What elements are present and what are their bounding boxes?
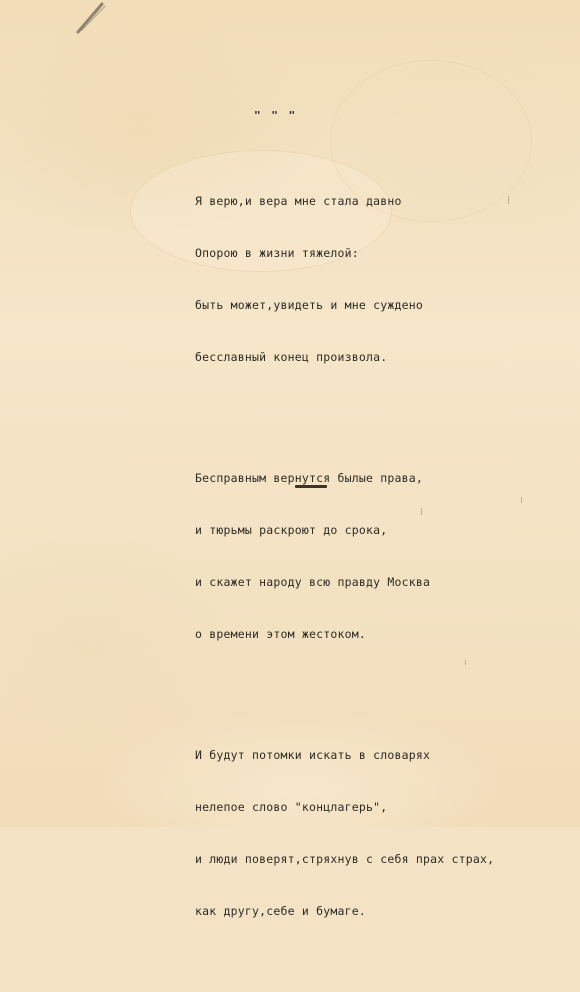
poem-line: о времени этом жестоком. <box>195 627 366 641</box>
poem-line: Опорою в жизни тяжелой: <box>195 246 359 260</box>
paper-speck <box>465 660 466 665</box>
poem-line: и скажет народу всю правду Москва <box>195 575 431 589</box>
poem-heading-marks: " " " <box>254 109 298 122</box>
poem-line: и люди поверят,стряхнув с себя прах страх, <box>195 852 495 866</box>
poem-line: нелепое слово "концлагерь", <box>195 800 388 814</box>
paper-speck <box>508 196 509 204</box>
pencil-mark <box>72 0 112 34</box>
poem-line: бесславный конец произвола. <box>195 350 388 364</box>
poem-line: быть может,увидеть и мне суждено <box>195 298 423 312</box>
paper-speck <box>421 508 422 515</box>
poem-line: и тюрьмы раскроют до срока, <box>195 523 388 537</box>
poem-body <box>195 133 494 992</box>
stanza-1 <box>195 161 494 397</box>
stanza-2 <box>195 438 494 674</box>
end-rule <box>295 485 327 488</box>
stanza-3 <box>195 715 494 951</box>
poem-line: И будут потомки искать в словарях <box>195 748 431 762</box>
poem-line: Бесправным вернутся былые права, <box>195 471 423 485</box>
poem-line: как другу,себе и бумаге. <box>195 904 366 918</box>
poem-line: Я верю,и вера мне стала давно <box>195 194 402 208</box>
paper-speck <box>521 497 522 503</box>
